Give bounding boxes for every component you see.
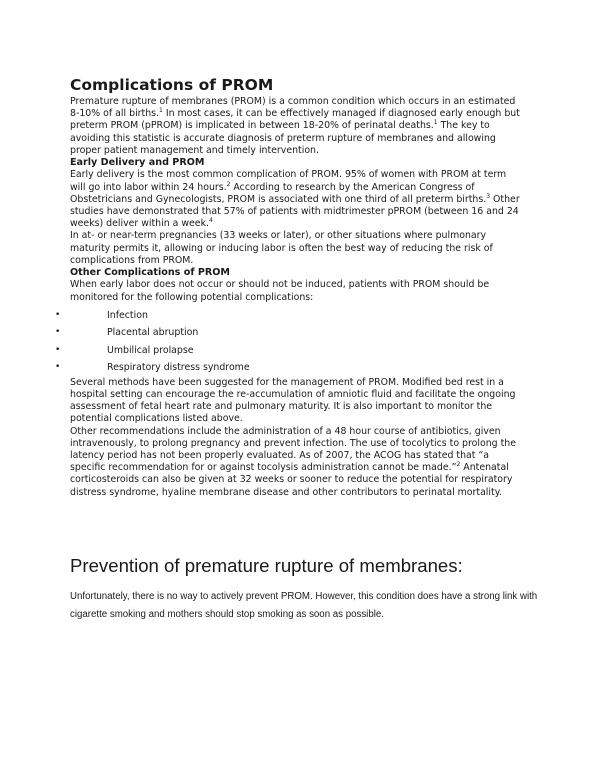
footnote-ref: 2 bbox=[456, 461, 461, 469]
footnote-ref: 1 bbox=[159, 107, 163, 115]
early-text-a: Early delivery is the most common complication of PROM. 95% of women with PROM at term will go into labor within 24 hours. bbox=[70, 169, 507, 193]
other-complications-intro: When early labor does not occur or should not be induced, patients with PROM should be monitored for the following potential complications: bbox=[70, 279, 490, 303]
early-text-c: Other studies have demonstrated that 57% of patients with midtrimester pPROM (between 16 and 24 weeks) deliver within a week. bbox=[70, 193, 520, 230]
prevention-title: Prevention of premature rupture of membranes: bbox=[70, 555, 463, 576]
complications-list bbox=[55, 307, 522, 377]
early-delivery-paragraph bbox=[70, 169, 522, 230]
list-item-text: Infection bbox=[107, 309, 148, 321]
footnote-ref: 4 bbox=[209, 217, 213, 225]
footnote-ref: 1 bbox=[433, 119, 438, 127]
list-item-text: Respiratory distress syndrome bbox=[107, 362, 250, 374]
list-item-text: Placental abruption bbox=[107, 327, 199, 339]
other-complications-heading: Other Complications of PROM bbox=[70, 267, 230, 279]
management-methods-paragraph: Several methods have been suggested for the management of PROM. Modified bed rest in a hospital setting can encourage the re-accumulation of amniotic fluid and facilitate the ongoing assessment of fetal heart rate and pulmonary maturity. It is also important to monitor the potential complications listed above. bbox=[70, 376, 516, 425]
early-text-b: According to research by the American Congress of Obstetricians and Gynecologists, PROM is associated with one third of all preterm births. bbox=[70, 181, 487, 205]
intro-text-b: In most cases, it can be effectively managed if diagnosed early enough but preterm PROM (pPROM) is implicated in between 18-20% of perinatal deaths. bbox=[70, 108, 520, 132]
prevention-section bbox=[70, 554, 540, 623]
recommend-text-a: Other recommendations include the administration of a 48 hour course of antibiotics, given intravenously, to prolong pregnancy and prevent infection. The use of tocolytics to prolong the latency period has not been properly evaluated. As of 2007, the ACOG has stated that “a specific recommendation for or against tocolysis administration cannot be made.” bbox=[70, 425, 516, 474]
intro-paragraph bbox=[70, 96, 522, 157]
list-item bbox=[0, 324, 522, 342]
list-item bbox=[0, 307, 522, 325]
list-item bbox=[0, 359, 522, 377]
term-pregnancy-paragraph: In at- or near-term pregnancies (33 weeks or later), or other situations where pulmonary maturity permits it, allowing or inducing labor is often the best way of reducing the risk of complications from PROM. bbox=[70, 230, 493, 266]
bullet-icon: • bbox=[55, 362, 61, 373]
bullet-icon: • bbox=[55, 309, 61, 320]
bullet-icon: • bbox=[55, 327, 61, 338]
bullet-icon: • bbox=[55, 344, 61, 355]
prevention-paragraph: Unfortunately, there is no way to actively prevent PROM. However, this condition does have a strong link with cigarette smoking and mothers should stop smoking as soon as possible. bbox=[70, 591, 538, 620]
list-item bbox=[0, 342, 522, 360]
recommendations-paragraph bbox=[70, 426, 522, 499]
section-title: Complications of PROM bbox=[70, 76, 274, 94]
early-delivery-heading: Early Delivery and PROM bbox=[70, 157, 205, 169]
complications-section bbox=[55, 76, 522, 499]
intro-text-a: Premature rupture of membranes (PROM) is a common condition which occurs in an estimated 8-10% of all births. bbox=[70, 96, 516, 120]
recommend-text-b: Antenatal corticosteroids can also be given at 32 weeks or sooner to reduce the potential for respiratory distress syndrome, hyaline membrane disease and other contributors to perinatal mortality. bbox=[70, 462, 513, 498]
footnote-ref: 3 bbox=[486, 192, 491, 200]
footnote-ref: 2 bbox=[226, 180, 231, 188]
list-item-text: Umbilical prolapse bbox=[107, 344, 194, 356]
intro-text-c: The key to avoiding this statistic is accurate diagnosis of preterm rupture of membranes and allowing proper patient management and timely intervention. bbox=[70, 120, 496, 156]
